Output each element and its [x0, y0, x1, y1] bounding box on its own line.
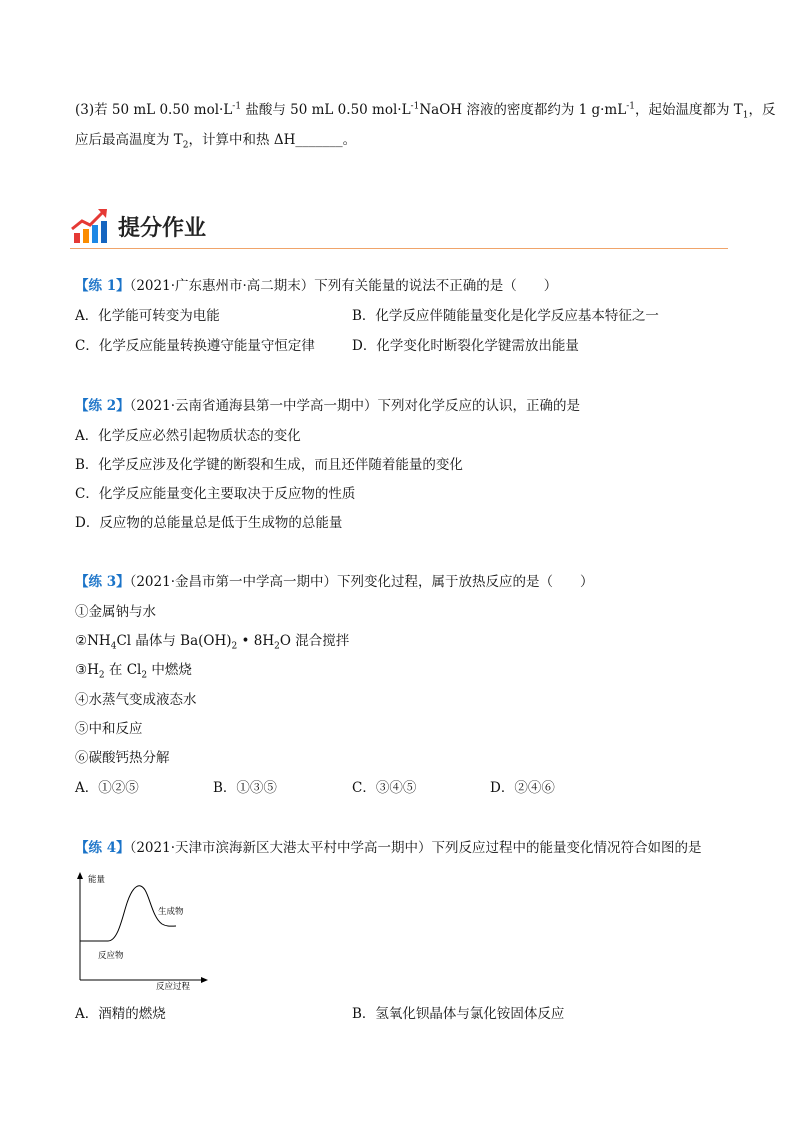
chart-growth-icon: [70, 207, 110, 245]
q3-line-1: (3)若 50 mL 0.50 $mol\cdot L^{-1}$ 盐酸与 50 mL 0.50 $mol\cdot L^{-1}NaOH$ 溶液的密度都约为 1 $g\cdot mL^{-1}$，起始温度都为 $T_1$，反: [75, 101, 776, 121]
ex1-stem: 【练 1】（2021·广东惠州市·高二期末）下列有关能量的说法不正确的是（ ）: [75, 278, 558, 294]
ex4-tag: 【练 4】: [75, 840, 130, 856]
ex2-option-b: B．化学反应涉及化学键的断裂和生成，而且还伴随着能量的变化: [75, 457, 463, 473]
ex2-option-d: D．反应物的总能量总是低于生成物的总能量: [75, 515, 343, 531]
energy-axis-label: 能量: [88, 875, 106, 885]
ex2-stem: 【练 2】（2021·云南省通海县第一中学高一期中）下列对化学反应的认识，正确的是: [75, 398, 580, 414]
ex3-tag: 【练 3】: [75, 574, 130, 590]
process-axis-label: 反应过程: [156, 982, 191, 990]
ex3-stem: 【练 3】（2021·金昌市第一中学高一期中）下列变化过程，属于放热反应的是（ ）: [75, 574, 594, 590]
q3-line-2: 应后最高温度为 $T_2$，计算中和热 ΔH_______。: [75, 132, 357, 151]
ex3-item-6: ⑥碳酸钙热分解: [75, 750, 170, 766]
section-title: 提分作业: [118, 216, 207, 241]
ex3-option-c: C．③④⑤: [352, 780, 417, 796]
ex3-item-2: $②NH_4Cl$ 晶体与 $Ba(OH)_2$ • $8H_2O$ 混合搅拌: [75, 633, 350, 652]
ex1-option-c: C．化学反应能量转换遵守能量守恒定律: [75, 338, 315, 354]
ex3-item-5: ⑤中和反应: [75, 721, 143, 737]
ex4-option-b: B．氢氧化钡晶体与氯化铵固体反应: [352, 1006, 565, 1022]
ex2-tag: 【练 2】: [75, 398, 130, 414]
ex3-item-4: ④水蒸气变成液态水: [75, 692, 197, 708]
ex4-option-a: A．酒精的燃烧: [75, 1006, 166, 1022]
ex4-stem: 【练 4】（2021·天津市滨海新区大港太平村中学高一期中）下列反应过程中的能量变化情况符合如图的是: [75, 840, 702, 856]
energy-axis-arrow: [77, 872, 83, 879]
ex1-option-d: D．化学变化时断裂化学键需放出能量: [352, 338, 579, 354]
ex3-option-b: B．①③⑤: [213, 780, 277, 796]
reactant-label: 反应物: [98, 951, 124, 961]
ex3-item-3: $③H_2$ 在 $Cl_2$ 中燃烧: [75, 662, 192, 681]
ex3-option-d: D．②④⑥: [490, 780, 555, 796]
energy-diagram-svg: [70, 868, 210, 990]
process-axis-arrow: [201, 977, 208, 983]
ex3-item-1: ①金属钠与水: [75, 604, 156, 620]
section-heading: [70, 205, 730, 251]
ex1-tag: 【练 1】: [75, 278, 130, 294]
ex1-option-b: B．化学反应伴随能量变化是化学反应基本特征之一: [352, 308, 659, 324]
heading-underline: [70, 248, 728, 249]
ex2-option-a: A．化学反应必然引起物质状态的变化: [75, 428, 301, 444]
ex1-option-a: A．化学能可转变为电能: [75, 308, 220, 324]
product-label: 生成物: [158, 907, 184, 917]
energy-diagram: [70, 868, 210, 990]
ex3-option-a: A．①②⑤: [75, 780, 139, 796]
ex2-option-c: C．化学反应能量变化主要取决于反应物的性质: [75, 486, 356, 502]
